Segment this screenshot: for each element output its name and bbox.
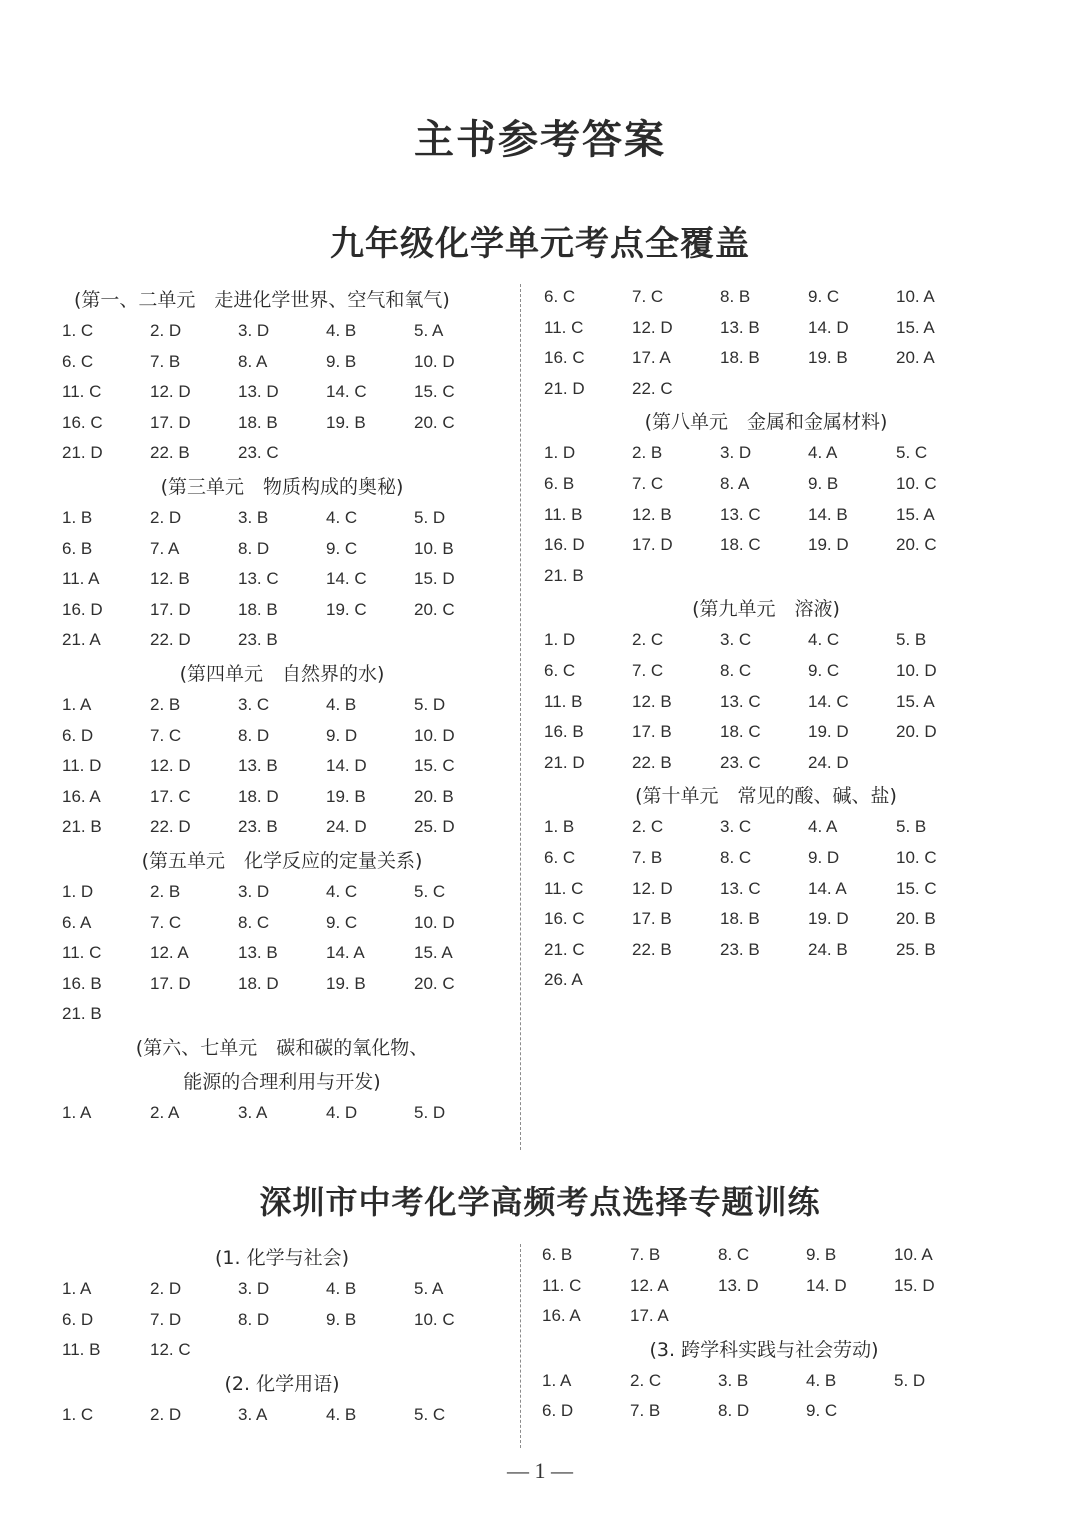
answer-item: 18. D (238, 786, 279, 806)
answer-item: 4. B (326, 694, 357, 714)
answer-item: 8. D (238, 1309, 270, 1329)
answer-item: 6. C (544, 660, 576, 680)
answer-item: 19. B (326, 412, 366, 432)
answer-item: 26. A (544, 970, 583, 990)
answer-item: 20. D (896, 722, 937, 742)
answer-item: 2. C (630, 1370, 662, 1390)
answer-item: 11. C (62, 943, 102, 963)
answer-item: 7. C (632, 287, 664, 306)
answer-grid (54, 1400, 510, 1431)
answer-item: 1. A (62, 1279, 92, 1298)
answer-item: 12. C (150, 1340, 191, 1360)
answer-item: 4. B (326, 321, 357, 340)
answer-item: 5. C (414, 881, 446, 901)
answer-item: 7. B (632, 847, 663, 867)
answer-item: 21. B (62, 1004, 102, 1024)
answer-item: 19. D (808, 722, 849, 742)
answer-item: 2. D (150, 321, 182, 340)
answer-item: 9. B (326, 1309, 357, 1329)
answer-item: 3. D (238, 881, 270, 901)
answer-item: 10. C (896, 847, 937, 867)
answer-item: 13. D (238, 382, 279, 402)
answer-item: 6. D (542, 1401, 574, 1421)
answer-item: 12. D (632, 317, 673, 337)
answer-item: 12. D (150, 756, 191, 776)
answer-item: 22. B (150, 443, 190, 463)
answer-item: 24. D (326, 817, 367, 837)
answer-item: 10. D (414, 912, 455, 932)
answer-item: 18. C (720, 722, 761, 742)
answer-item: 24. D (808, 752, 849, 772)
answer-item: 8. D (238, 538, 270, 558)
answer-item: 18. B (238, 599, 278, 619)
answer-item: 19. D (808, 535, 849, 555)
answer-item: 7. B (150, 351, 181, 371)
answer-item: 3. D (238, 321, 270, 340)
answer-item: 7. B (630, 1245, 661, 1264)
answer-grid (534, 1240, 994, 1332)
answer-item: 5. D (414, 507, 446, 527)
answer-grid (54, 877, 510, 1030)
answer-item: 12. D (150, 382, 191, 402)
answer-item: 22. D (150, 817, 191, 837)
answer-item: 15. C (896, 878, 937, 898)
answer-item: 13. B (238, 756, 278, 776)
answer-item: 12. A (150, 943, 189, 963)
answer-item: 10. D (414, 725, 455, 745)
answer-item: 8. D (238, 725, 270, 745)
answer-item: 19. D (808, 909, 849, 929)
answer-item: 1. C (62, 321, 94, 340)
answer-item: 14. C (326, 569, 367, 589)
answer-item: 13. C (720, 691, 761, 711)
answer-item: 2. D (150, 1404, 182, 1424)
answer-item: 8. A (238, 351, 268, 371)
answer-item: 11. C (62, 382, 102, 402)
answer-item: 9. D (326, 725, 358, 745)
answer-item: 1. A (62, 694, 92, 714)
answer-item: 18. C (720, 535, 761, 555)
answer-grid (54, 1098, 510, 1129)
answer-item: 15. C (414, 756, 455, 776)
answer-item: 8. B (720, 287, 751, 306)
answer-item: 11. D (62, 756, 102, 776)
answer-item: 9. C (808, 660, 840, 680)
unit-heading: (第五单元 化学反应的定量关系) (141, 849, 423, 872)
answer-item: 9. C (326, 538, 358, 558)
answer-item: 3. C (720, 817, 752, 837)
answer-item: 7. C (632, 660, 664, 680)
answer-item: 15. A (896, 317, 935, 337)
answer-item: 16. C (544, 909, 585, 929)
answer-grid (54, 316, 510, 469)
answer-item: 19. B (326, 786, 366, 806)
answer-grid (536, 625, 996, 778)
answer-item: 18. B (720, 348, 760, 368)
answer-item: 22. B (632, 752, 672, 772)
answer-item: 1. C (62, 1404, 94, 1424)
answer-item: 11. C (542, 1275, 582, 1295)
answer-item: 8. D (718, 1401, 750, 1421)
answer-item: 23. B (238, 817, 278, 837)
answer-item: 12. D (632, 878, 673, 898)
answer-item: 14. D (808, 317, 849, 337)
answer-item: 5. B (896, 817, 927, 837)
answer-item: 21. B (62, 817, 102, 837)
answer-item: 10. B (414, 538, 454, 558)
answer-item: 2. A (150, 1102, 180, 1122)
answer-grid (54, 1274, 510, 1366)
answer-item: 1. D (62, 881, 94, 901)
answer-item: 5. D (894, 1370, 926, 1390)
answer-item: 22. C (632, 378, 673, 398)
answer-item: 4. A (808, 817, 838, 837)
answer-grid (54, 690, 510, 843)
answer-item: 15. D (894, 1275, 935, 1295)
answer-item: 24. B (808, 939, 848, 959)
answer-item: 13. D (718, 1275, 759, 1295)
answer-item: 10. C (414, 1309, 455, 1329)
answer-item: 16. D (62, 599, 103, 619)
answer-item: 9. B (808, 473, 839, 493)
answer-item: 10. C (896, 473, 937, 493)
answer-item: 5. C (896, 443, 928, 463)
answer-item: 17. A (630, 1306, 669, 1326)
answer-item: 17. B (632, 722, 672, 742)
answer-item: 17. B (632, 909, 672, 929)
answer-item: 13. B (720, 317, 760, 337)
answer-item: 4. C (326, 881, 358, 901)
answer-item: 21. D (62, 443, 103, 463)
answer-item: 1. A (542, 1370, 572, 1390)
answer-item: 10. A (894, 1245, 933, 1264)
answer-item: 21. B (544, 565, 584, 585)
answer-grid (534, 1366, 994, 1427)
answer-item: 2. C (632, 630, 664, 650)
answer-item: 3. C (238, 694, 270, 714)
answer-item: 8. C (720, 847, 752, 867)
unit-heading: (2. 化学用语) (224, 1372, 340, 1395)
answer-item: 12. B (150, 569, 190, 589)
answer-item: 1. B (62, 507, 93, 527)
answer-item: 17. C (150, 786, 191, 806)
answer-item: 18. B (720, 909, 760, 929)
answer-item: 6. C (544, 287, 576, 306)
answer-item: 20. B (896, 909, 936, 929)
answer-item: 11. B (544, 504, 583, 524)
answer-item: 11. C (544, 878, 584, 898)
answer-item: 11. A (62, 569, 100, 589)
answer-item: 1. A (62, 1102, 92, 1122)
answer-item: 3. B (238, 507, 269, 527)
answer-item: 9. C (806, 1401, 838, 1421)
answer-item: 14. D (326, 756, 367, 776)
answer-item: 17. D (150, 973, 191, 993)
answer-item: 19. B (808, 348, 848, 368)
answer-item: 17. D (150, 599, 191, 619)
answer-item: 13. C (720, 504, 761, 524)
section2-right-column (534, 1240, 994, 1427)
answer-item: 14. D (806, 1275, 847, 1295)
answer-item: 15. A (414, 943, 453, 963)
answer-item: 3. D (720, 443, 752, 463)
answer-item: 12. B (632, 504, 672, 524)
unit-heading: (1. 化学与社会) (215, 1247, 349, 1269)
answer-item: 3. C (720, 630, 752, 650)
answer-item: 6. C (62, 351, 94, 371)
answer-item: 6. B (62, 538, 93, 558)
answer-item: 14. A (808, 878, 847, 898)
unit-heading: (第十单元 常见的酸、碱、盐) (635, 785, 897, 808)
answer-item: 3. D (238, 1279, 270, 1298)
unit-heading: (3. 跨学科实践与社会劳动) (649, 1338, 879, 1361)
answer-item: 19. C (326, 599, 367, 619)
answer-item: 17. D (150, 412, 191, 432)
answer-item: 21. C (544, 939, 585, 959)
answer-item: 4. B (326, 1404, 357, 1424)
answer-item: 11. B (544, 691, 583, 711)
answer-item: 8. C (238, 912, 270, 932)
answer-grid (536, 438, 996, 591)
answer-item: 16. C (544, 348, 585, 368)
answer-item: 23. C (238, 443, 279, 463)
answer-item: 11. C (544, 317, 584, 337)
unit-heading: (第四单元 自然界的水) (179, 662, 385, 685)
answer-grid (536, 282, 996, 404)
answer-item: 25. D (414, 817, 455, 837)
answer-item: 7. D (150, 1309, 182, 1329)
answer-item: 22. D (150, 630, 191, 650)
answer-item: 5. A (414, 1279, 444, 1298)
answer-item: 17. D (632, 535, 673, 555)
answer-item: 13. C (720, 878, 761, 898)
answer-item: 18. D (238, 973, 279, 993)
answer-item: 20. A (896, 348, 935, 368)
answer-item: 4. C (808, 630, 840, 650)
answer-item: 3. A (238, 1102, 268, 1122)
answer-item: 12. A (630, 1275, 669, 1295)
answer-item: 22. B (632, 939, 672, 959)
unit-heading: (第六、七单元 碳和碳的氧化物、 (135, 1036, 429, 1059)
answer-item: 20. C (414, 973, 455, 993)
answer-item: 2. D (150, 507, 182, 527)
answer-item: 18. B (238, 412, 278, 432)
answer-item: 13. C (238, 569, 279, 589)
unit-heading: (第九单元 溶液) (692, 598, 840, 621)
answer-item: 6. A (62, 912, 92, 932)
answer-item: 20. C (896, 535, 937, 555)
section-title-unit-review: 九年级化学单元考点全覆盖 (330, 224, 750, 264)
answer-item: 14. C (808, 691, 849, 711)
unit-heading: (第一、二单元 走进化学世界、空气和氧气) (74, 289, 450, 311)
answer-item: 4. C (326, 507, 358, 527)
answer-item: 16. B (544, 722, 584, 742)
answer-item: 25. B (896, 939, 936, 959)
answer-item: 2. B (150, 881, 181, 901)
answer-item: 21. D (544, 378, 585, 398)
answer-item: 17. A (632, 348, 671, 368)
answer-item: 23. C (720, 752, 761, 772)
answer-item: 11. B (62, 1340, 101, 1360)
answer-item: 6. D (62, 1309, 94, 1329)
answer-item: 16. C (62, 412, 103, 432)
answer-grid (54, 503, 510, 656)
answer-item: 23. B (238, 630, 278, 650)
answer-item: 5. A (414, 321, 444, 340)
answer-item: 6. B (542, 1245, 573, 1264)
main-title: 主书参考答案 (414, 116, 666, 163)
answer-item: 7. C (150, 912, 182, 932)
answer-item: 14. A (326, 943, 365, 963)
answer-item: 7. C (632, 473, 664, 493)
answer-item: 9. C (326, 912, 358, 932)
answer-item: 5. C (414, 1404, 446, 1424)
answer-item: 15. A (896, 504, 935, 524)
answer-item: 2. B (632, 443, 663, 463)
answer-item: 2. B (150, 694, 181, 714)
answer-item: 4. B (326, 1279, 357, 1298)
unit-heading: (第三单元 物质构成的奥秘) (160, 475, 404, 498)
section-title-topic-training: 深圳市中考化学高频考点选择专题训练 (259, 1183, 821, 1221)
answer-item: 9. C (808, 287, 840, 306)
answer-item: 13. B (238, 943, 278, 963)
answer-item: 12. B (632, 691, 672, 711)
answer-item: 9. B (326, 351, 357, 371)
answer-item: 5. D (414, 1102, 446, 1122)
answer-item: 20. C (414, 412, 455, 432)
answer-item: 9. B (806, 1245, 837, 1264)
answer-item: 16. B (62, 973, 102, 993)
answer-item: 4. D (326, 1102, 358, 1122)
unit-heading: (第八单元 金属和金属材料) (644, 411, 888, 434)
answer-item: 19. B (326, 973, 366, 993)
answer-item: 4. B (806, 1370, 837, 1390)
answer-item: 10. A (896, 287, 935, 306)
answer-item: 20. B (414, 786, 454, 806)
section1-left-column (54, 282, 510, 1128)
answer-item: 6. B (544, 473, 575, 493)
answer-item: 9. D (808, 847, 840, 867)
answer-item: 3. A (238, 1404, 268, 1424)
answer-item: 2. C (632, 817, 664, 837)
answer-item: 1. D (544, 630, 576, 650)
answer-item: 7. B (630, 1401, 661, 1421)
answer-item: 15. C (414, 382, 455, 402)
answer-item: 15. D (414, 569, 455, 589)
answer-item: 6. C (544, 847, 576, 867)
answer-item: 10. D (896, 660, 937, 680)
answer-item: 16. A (542, 1306, 581, 1326)
answer-item: 10. D (414, 351, 455, 371)
answer-item: 8. C (720, 660, 752, 680)
answer-item: 21. A (62, 630, 101, 650)
unit-heading: 能源的合理利用与开发) (183, 1070, 381, 1093)
answer-item: 14. B (808, 504, 848, 524)
answer-item: 5. B (896, 630, 927, 650)
answer-item: 21. D (544, 752, 585, 772)
answer-item: 7. A (150, 538, 180, 558)
answer-item: 7. C (150, 725, 182, 745)
answer-item: 8. A (720, 473, 750, 493)
answer-item: 3. B (718, 1370, 749, 1390)
answer-item: 4. A (808, 443, 838, 463)
answer-item: 2. D (150, 1279, 182, 1298)
section1-right-column (536, 282, 996, 996)
answer-item: 1. D (544, 443, 576, 463)
page-number: — 1 — (507, 1458, 573, 1483)
answer-item: 16. D (544, 535, 585, 555)
column-divider (520, 284, 521, 1150)
answer-grid (536, 812, 996, 996)
section2-left-column (54, 1240, 510, 1430)
answer-item: 1. B (544, 817, 575, 837)
answer-item: 8. C (718, 1245, 750, 1264)
answer-item: 20. C (414, 599, 455, 619)
answer-item: 5. D (414, 694, 446, 714)
answer-item: 6. D (62, 725, 94, 745)
answer-item: 15. A (896, 691, 935, 711)
answer-item: 16. A (62, 786, 101, 806)
answer-item: 23. B (720, 939, 760, 959)
column-divider (520, 1244, 521, 1448)
answer-item: 14. C (326, 382, 367, 402)
